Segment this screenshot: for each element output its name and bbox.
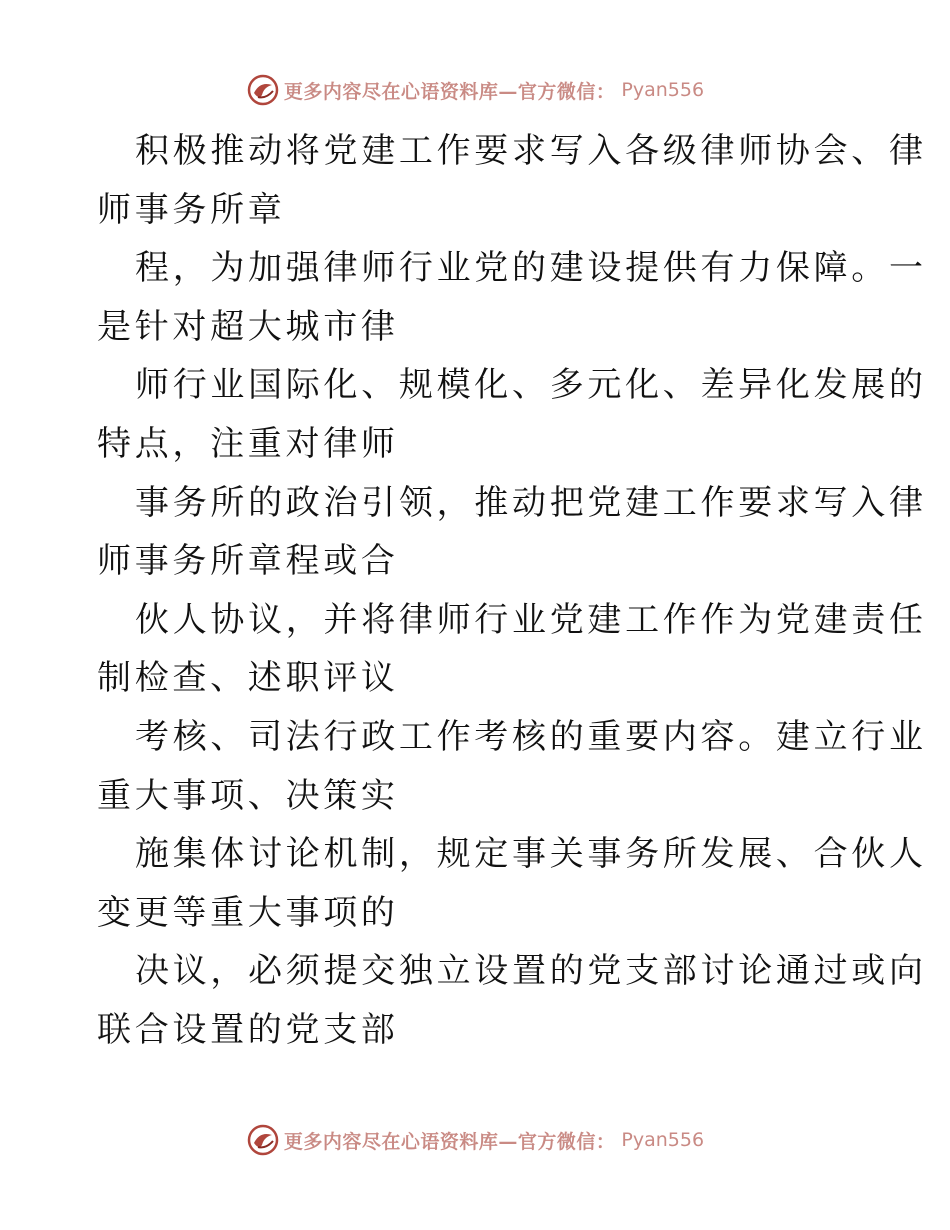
red-swirl-logo-icon — [246, 73, 280, 107]
text-line: 伙人协议，并将律师行业党建工作作为党建责任 — [135, 599, 927, 640]
wechat-id: Pyan556 — [621, 1129, 705, 1151]
wechat-id: Pyan556 — [621, 79, 705, 101]
document-body — [97, 122, 927, 1060]
text-line: 事务所的政治引领，推动把党建工作要求写入律 — [135, 482, 927, 523]
text-line: 积极推动将党建工作要求写入各级律师协会、律 — [135, 131, 927, 171]
text-line: 制检查、述职评议 — [97, 658, 399, 699]
text-line: 特点，注重对律师 — [97, 423, 399, 464]
footer-banner — [0, 1120, 950, 1160]
banner-text: 更多内容尽在心语资料库—官方微信： — [283, 1130, 616, 1153]
text-line: 师事务所章 — [97, 189, 286, 230]
text-line: 师行业国际化、规模化、多元化、差异化发展的 — [135, 365, 927, 406]
text-line: 师事务所章程或合 — [97, 541, 399, 582]
text-line: 施集体讨论机制，规定事关事务所发展、合伙人 — [135, 834, 927, 875]
text-line: 是针对超大城市律 — [97, 306, 399, 347]
text-line: 重大事项、决策实 — [97, 775, 399, 816]
header-banner — [0, 70, 950, 110]
text-line: 考核、司法行政工作考核的重要内容。建立行业 — [135, 716, 927, 757]
text-line: 程，为加强律师行业党的建设提供有力保障。一 — [135, 248, 927, 289]
text-line: 联合设置的党支部 — [97, 1009, 399, 1050]
text-line: 变更等重大事项的 — [97, 892, 399, 933]
text-line: 决议，必须提交独立设置的党支部讨论通过或向 — [135, 951, 927, 992]
banner-text: 更多内容尽在心语资料库—官方微信： — [283, 80, 616, 103]
red-swirl-logo-icon — [246, 1123, 280, 1157]
